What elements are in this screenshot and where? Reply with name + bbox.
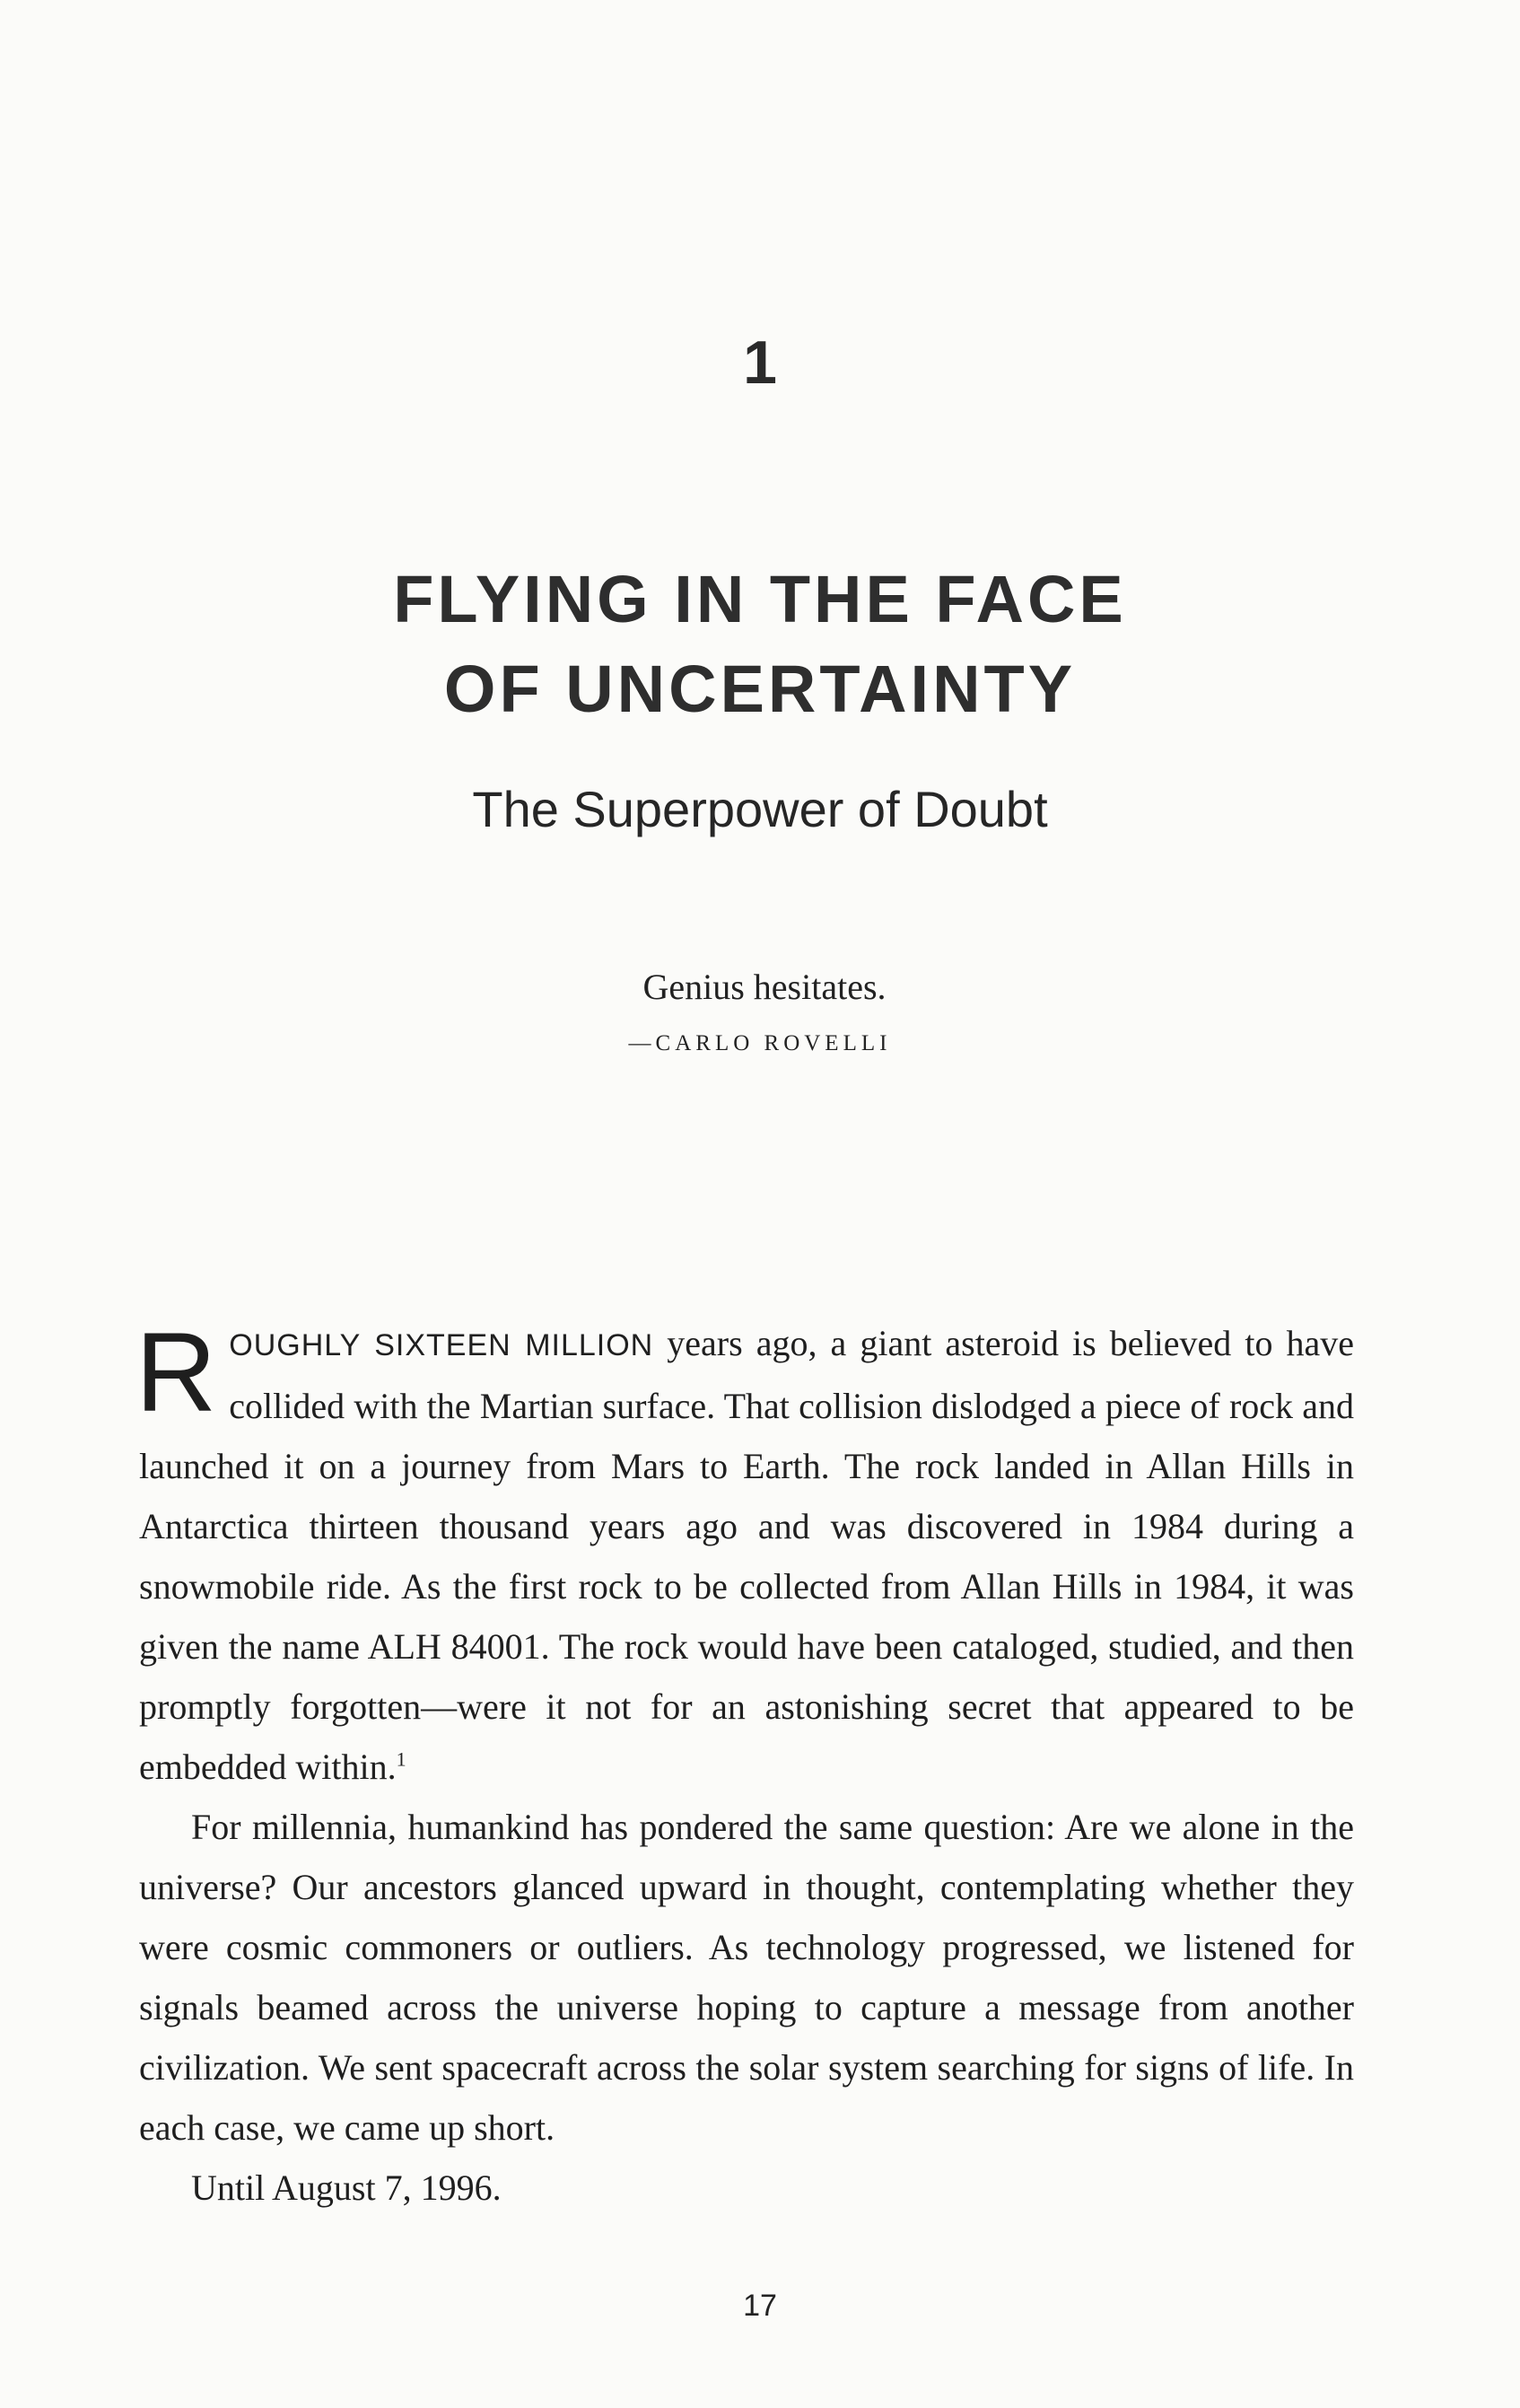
paragraph-1-text: years ago, a giant asteroid is believed to have collided with the Martian surface. That collision dislodged a piece of rock and launched it on a journey from Mars to Earth. The rock landed in Allan Hills in Antarctica thirteen thousand years ago and was discovered in 1984 during a snowmobile ride. As the first rock to be collected from Allan Hills in 1984, it was given the name ALH 84001. The rock would have been cataloged, studied, and then promptly forgotten—were it not for an astonishing secret that appeared to be embedded within. (139, 1323, 1355, 1787)
paragraph-1 (135, 1310, 1355, 1797)
chapter-title (0, 555, 1520, 734)
footnote-marker[interactable]: 1 (396, 1747, 406, 1771)
drop-cap: R (135, 1310, 217, 1435)
chapter-title-line-1: FLYING IN THE FACE (393, 562, 1127, 636)
page-number: 17 (743, 2289, 777, 2323)
paragraph-3: Until August 7, 1996. (191, 2167, 502, 2208)
lead-in-caps: OUGHLY SIXTEEN MILLION (229, 1328, 654, 1362)
paragraph-2: For millennia, humankind has pondered the same question: Are we alone in the universe? Our ancestors glanced upward in thought, contemplating whether they were cosmic commoners or outliers. As technology progressed, we listened for signals beamed across the universe hoping to capture a message from another civilization. We sent spacecraft across the solar system searching for signs of life. In each case, we came up short. (139, 1807, 1354, 2148)
body-text (135, 1310, 1355, 2218)
chapter-number: 1 (743, 328, 777, 397)
chapter-title-line-2: OF UNCERTAINTY (443, 652, 1077, 726)
epigraph-quote: Genius hesitates. (642, 967, 887, 1007)
chapter-subtitle: The Superpower of Doubt (472, 781, 1048, 837)
epigraph-attribution: —CARLO ROVELLI (628, 1031, 892, 1055)
epigraph (0, 969, 1520, 1055)
